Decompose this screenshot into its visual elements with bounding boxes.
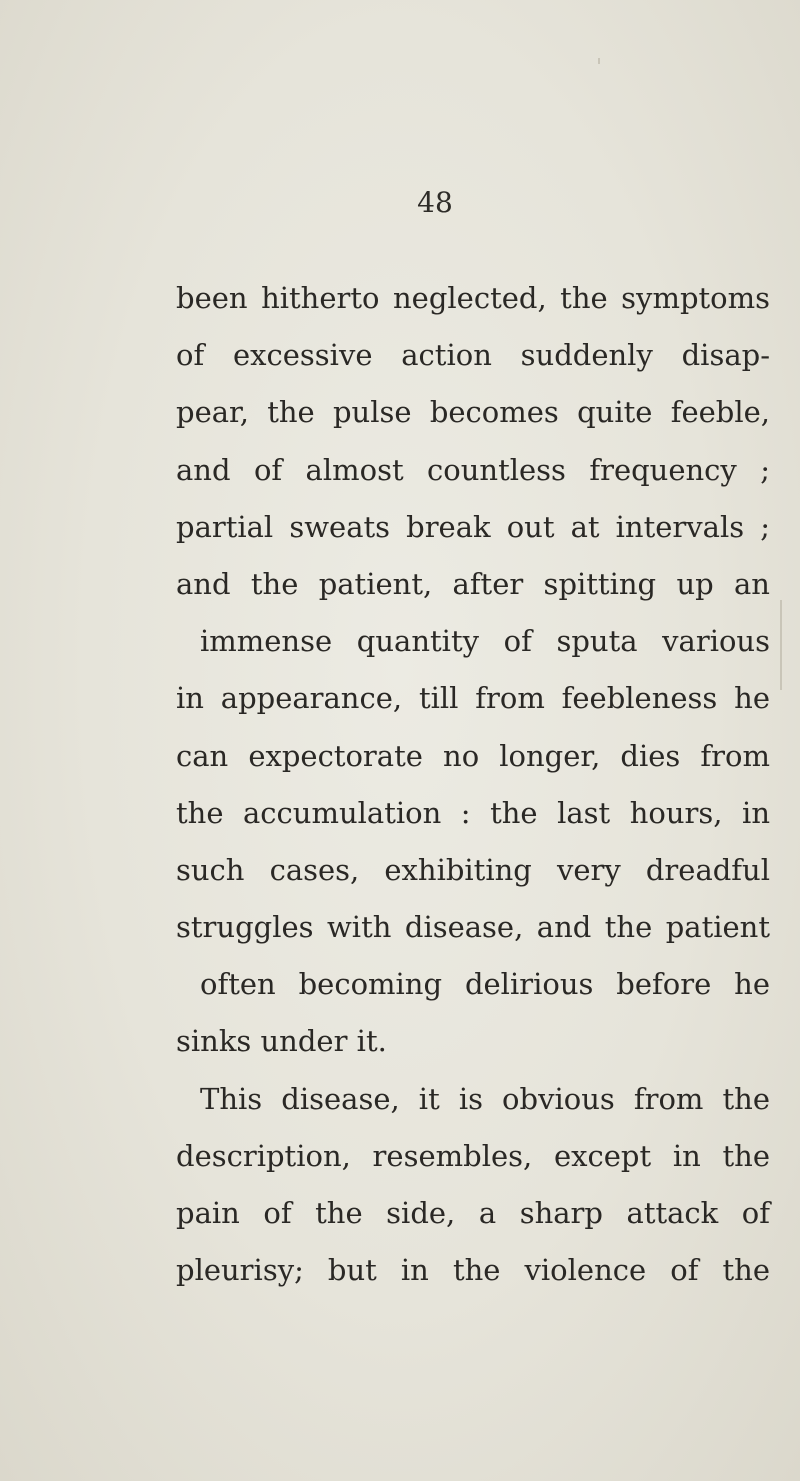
body-text bbox=[176, 270, 770, 1299]
text-line: been hitherto neglected, the symptoms bbox=[176, 281, 770, 315]
text-line: pear, the pulse becomes quite feeble, bbox=[176, 395, 770, 430]
text-line: sinks under it. bbox=[176, 1024, 387, 1059]
page-number: 48 bbox=[417, 186, 453, 219]
text-line: such cases, exhibiting very dreadful bbox=[176, 852, 770, 887]
text-line: struggles with disease, and the patient bbox=[176, 910, 770, 945]
paper-speck bbox=[598, 58, 600, 64]
text-line: in appearance, till from feebleness he bbox=[176, 681, 770, 716]
text-line: the accumulation : the last hours, in bbox=[176, 795, 770, 830]
paper-speck bbox=[780, 600, 782, 690]
text-line: and of almost countless frequency ; bbox=[176, 452, 770, 487]
text-line: immense quantity of sputa various bbox=[200, 624, 770, 659]
text-line: description, resembles, except in the bbox=[176, 1138, 770, 1173]
text-line: often becoming delirious before he bbox=[200, 967, 770, 1002]
text-line: pleurisy; but in the violence of the bbox=[176, 1253, 770, 1288]
text-line: pain of the side, a sharp attack of bbox=[176, 1196, 770, 1230]
text-line: This disease, it is obvious from the bbox=[200, 1081, 770, 1116]
text-line: and the patient, after spitting up an bbox=[176, 566, 770, 601]
text-line: partial sweats break out at intervals ; bbox=[176, 509, 770, 544]
text-line: of excessive action suddenly disap- bbox=[176, 338, 770, 373]
text-line: can expectorate no longer, dies from bbox=[176, 738, 770, 773]
